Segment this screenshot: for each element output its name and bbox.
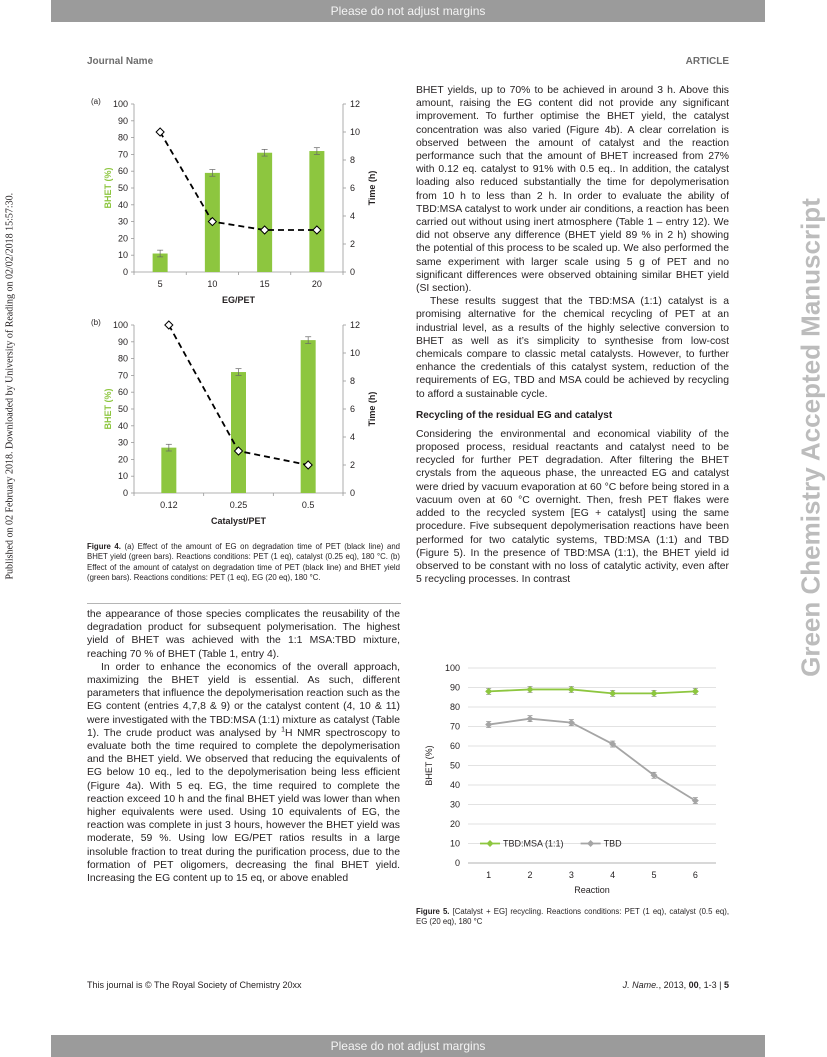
- y-tick-label: 20: [117, 454, 128, 465]
- left-column-text: [87, 608, 400, 885]
- panel-label: (b): [91, 318, 101, 327]
- y-tick-label: 0: [454, 858, 460, 868]
- figure-4-label: Figure 4.: [87, 542, 121, 551]
- y-tick-label: 70: [449, 721, 460, 732]
- y2-tick-label: 12: [350, 99, 361, 109]
- y-axis-title: BHET (%): [103, 167, 113, 209]
- x-tick-label: 5: [651, 870, 657, 880]
- figure-5-caption: [416, 907, 729, 928]
- y2-tick-label: 4: [350, 211, 356, 221]
- x-tick-label: 0.12: [160, 500, 178, 510]
- y2-tick-label: 8: [350, 155, 356, 165]
- y2-tick-label: 2: [350, 460, 356, 470]
- y-tick-label: 70: [117, 149, 128, 160]
- x-tick-label: 15: [259, 279, 270, 289]
- y2-tick-label: 8: [350, 376, 356, 386]
- bar-bhet-yield: [161, 448, 176, 493]
- y-tick-label: 20: [449, 819, 460, 829]
- footer-citation: J. Name., 2013, 00, 1-3 | 5: [622, 980, 729, 990]
- right-column-text: [416, 84, 729, 586]
- x-axis-title: EG/PET: [221, 295, 256, 305]
- x-tick-label: 0.5: [301, 500, 315, 510]
- y-tick-label: 90: [117, 336, 128, 347]
- legend-label: TBD:MSA (1:1): [503, 838, 564, 849]
- y-axis-title: BHET (%): [103, 388, 113, 430]
- x-axis-title: Reaction: [574, 885, 610, 895]
- y-tick-label: 50: [117, 404, 128, 414]
- right-paragraph-1: BHET yields, up to 70% to be achieved in around 3 h. Above this amount, raising the EG content did not provide any significant improvement. To further optimise the BHET yield, the catalyst concentration was also varied (Figure 4b). A clear correlation is observed between the amount of catalyst and the reaction performance such that the amount of BHET increased from 27% with 0.12 eq. catalyst to 91% with 0.5 eq.. In addition, the catalyst loading also reduced substantially the time for depolymerisation from 10 h to less than 2 h. In order to evaluate the ability of TBD:MSA catalyst to work under air conditions, a reaction has been carried out without using inert atmosphere (Table 1 – entry 12). We did not observe any difference (BHET yield 89 % in 2 h) showing the potential of this process to be scaled up. We also performed the same experiment with larger scale using 5 g of PET and no significant differences were observed obtaining similar BHET yield (SI section).: [416, 85, 729, 295]
- time-point-marker: [156, 128, 164, 136]
- y-tick-label: 40: [117, 199, 128, 210]
- left-paragraph-2: In order to enhance the economics of the overall approach, maximizing the BHET yield is essential. As such, different parameters that influence the depolymerisation reaction such as the EG content (entries 4,7,8 & 9) or the catalyst content (4, 10 & 11) were investigated with the TBD:MSA (1:1) mixture as catalyst (Table 1). The crude product was analysed by $^1$H NMR spectroscopy to evaluate both the time required to complete the depolymerisation and the BHET yield. We observed that reducing the equivalents of EG below 10 eq., led to the depolymerisation being less efficient (Figure 4a). With 5 eq. EG, the time required to complete the reaction exceed 10 h and the final BHET yield was lower than when higher equivalents were used. Using 10 equivalents of EG, the reaction was complete in just 3 hours, however the BHET yield was moderate, 59 %. Using low EG/PET ratios results in a large insoluble fraction to treat during the purification process, due to the formation of PET oligomers, decreasing the final BHET yield. Increasing the EG content up to 15 eq, or above enabled: [87, 661, 400, 885]
- y2-tick-label: 0: [350, 267, 356, 277]
- figure-5-caption-text: [Catalyst + EG] recycling. Reactions conditions: PET (1 eq), catalyst (0.5 eq), EG (20 eq), 180 °C: [416, 907, 729, 927]
- bar-bhet-yield: [231, 372, 246, 493]
- data-point-marker: [485, 721, 492, 728]
- y-tick-label: 20: [117, 233, 128, 244]
- y2-axis-title: Time (h): [367, 391, 377, 427]
- y-tick-label: 70: [117, 370, 128, 381]
- y2-tick-label: 2: [350, 239, 356, 249]
- series-line-time: [160, 132, 317, 230]
- y2-tick-label: 6: [350, 404, 356, 414]
- y-axis-title: BHET (%): [424, 745, 434, 786]
- y2-axis-title: Time (h): [367, 170, 377, 206]
- bottom-margin-banner: Please do not adjust margins: [51, 1035, 765, 1057]
- x-tick-label: 10: [207, 279, 218, 289]
- x-tick-label: 5: [157, 279, 163, 289]
- data-point-marker: [527, 715, 534, 722]
- data-point-marker: [692, 688, 699, 695]
- figure-5-label: Figure 5.: [416, 907, 450, 916]
- x-tick-label: 3: [568, 870, 574, 880]
- y-tick-label: 0: [122, 488, 128, 498]
- y-tick-label: 100: [112, 99, 128, 109]
- x-axis-title: Catalyst/PET: [210, 516, 267, 526]
- y-tick-label: 100: [444, 663, 460, 673]
- top-margin-banner: Please do not adjust margins: [51, 0, 765, 22]
- y-tick-label: 30: [117, 216, 128, 227]
- y-tick-label: 60: [117, 387, 128, 398]
- y2-tick-label: 4: [350, 432, 356, 442]
- caption-divider: [87, 603, 401, 604]
- series-line: [489, 689, 696, 693]
- article-type-header: ARTICLE: [685, 56, 729, 67]
- y-tick-label: 30: [117, 437, 128, 448]
- panel-label: (a): [91, 97, 101, 106]
- y-tick-label: 50: [117, 183, 128, 193]
- x-tick-label: 2: [527, 870, 533, 880]
- y-tick-label: 40: [449, 780, 460, 790]
- data-point-marker: [609, 690, 616, 697]
- x-tick-label: 6: [692, 870, 698, 880]
- download-notice: Published on 02 February 2018. Downloaded by University of Reading on 02/02/2018 15:57:30.: [4, 192, 16, 580]
- y-tick-label: 60: [449, 741, 460, 751]
- time-point-marker: [165, 321, 173, 329]
- y-tick-label: 80: [117, 353, 128, 364]
- y2-tick-label: 10: [350, 348, 361, 358]
- y-tick-label: 40: [117, 420, 128, 431]
- y-tick-label: 10: [117, 471, 128, 482]
- y-tick-label: 80: [449, 702, 460, 712]
- y-tick-label: 80: [117, 132, 128, 143]
- right-paragraph-2: These results suggest that the TBD:MSA (1:1) catalyst is a promising alternative for the chemical recycling of PET at an industrial level, as a results of the highly selective conversion to BHET as well as it’s simplicity to synthesise from low-cost chemicals compare to classic metal catalysts. However, to further enhance the credentials of this catalyst system, reduction of the requirements of EG, TBD and MSA could be achieved by recycling to afford a sustainable cycle.: [416, 296, 729, 400]
- y-tick-label: 30: [449, 799, 460, 810]
- figure-4b-chart: [87, 313, 397, 535]
- figure-4-caption-text: (a) Effect of the amount of EG on degradation time of PET (black line) and BHET yield (green bars). Reactions conditions: PET (1 eq), catalyst (0.25 eq), 180 °C. (b) Effect of the amount of catalyst on degradation time of PET (black line) and BHET yield (green bars). Reactions conditions: PET (1 eq), EG (20 eq), 180 °C.: [87, 542, 400, 583]
- data-point-marker: [568, 686, 575, 693]
- footer-copyright: This journal is © The Royal Society of Chemistry 20xx: [87, 980, 302, 990]
- x-tick-label: 4: [610, 870, 616, 880]
- data-point-marker: [527, 686, 534, 693]
- data-point-marker: [485, 688, 492, 695]
- data-point-marker: [568, 719, 575, 726]
- y2-tick-label: 0: [350, 488, 356, 498]
- y-tick-label: 90: [449, 682, 460, 693]
- section-heading: Recycling of the residual EG and catalyst: [416, 409, 613, 421]
- y2-tick-label: 10: [350, 127, 361, 137]
- y2-tick-label: 6: [350, 183, 356, 193]
- y-tick-label: 100: [112, 320, 128, 330]
- figure-4-caption: [87, 542, 400, 584]
- x-tick-label: 0.25: [229, 500, 248, 510]
- y-tick-label: 10: [449, 838, 460, 849]
- series-line: [489, 719, 696, 801]
- legend-marker: [587, 840, 594, 847]
- right-paragraph-3: Considering the environmental and economical viability of the proposed process, residual reactants and catalyst need to be recycled for further PET degradation. After filtering the BHET crystals from the aqueous phase, the unreacted EG and catalyst were dried by vacuum evaporation at 60 °C before being stored in a vacuum oven at 60 °C overnight. Then, fresh PET flakes were added to the recycled system [EG + catalyst] using the same procedure. Five subsequent depolymerisation reactions have been performed for two catalytic systems, TBD:MSA (1:1) and TBD (Figure 5). In the presence of TBD:MSA (1:1), the BHET yield id observed to be constant with no loss of catalytic activity, even after 5 recycling processes. In contrast: [416, 428, 729, 586]
- y-tick-label: 60: [117, 166, 128, 177]
- journal-name-header: Journal Name: [87, 56, 154, 67]
- bar-bhet-yield: [257, 153, 272, 272]
- x-tick-label: 1: [486, 870, 492, 880]
- y-tick-label: 90: [117, 115, 128, 126]
- bar-bhet-yield: [309, 151, 324, 272]
- y-tick-label: 0: [122, 267, 128, 277]
- figure-5-chart: [416, 660, 728, 900]
- bar-bhet-yield: [301, 340, 316, 493]
- y2-tick-label: 12: [350, 320, 361, 330]
- data-point-marker: [651, 690, 658, 697]
- y-tick-label: 10: [117, 250, 128, 261]
- x-tick-label: 20: [311, 279, 322, 289]
- y-tick-label: 50: [449, 760, 460, 771]
- legend-marker: [487, 840, 494, 847]
- left-paragraph-1: the appearance of those species complicates the reusability of the degradation product for subsequent polymerisation. The highest yield of BHET was achieved with the 1:1 MSA:TBD mixture, reaching 70 % of BHET (Table 1, entry 4).: [87, 609, 400, 660]
- figure-4a-chart: [87, 92, 397, 314]
- legend-label: TBD: [603, 838, 622, 849]
- accepted-manuscript-watermark: Green Chemistry Accepted Manuscript: [795, 198, 826, 677]
